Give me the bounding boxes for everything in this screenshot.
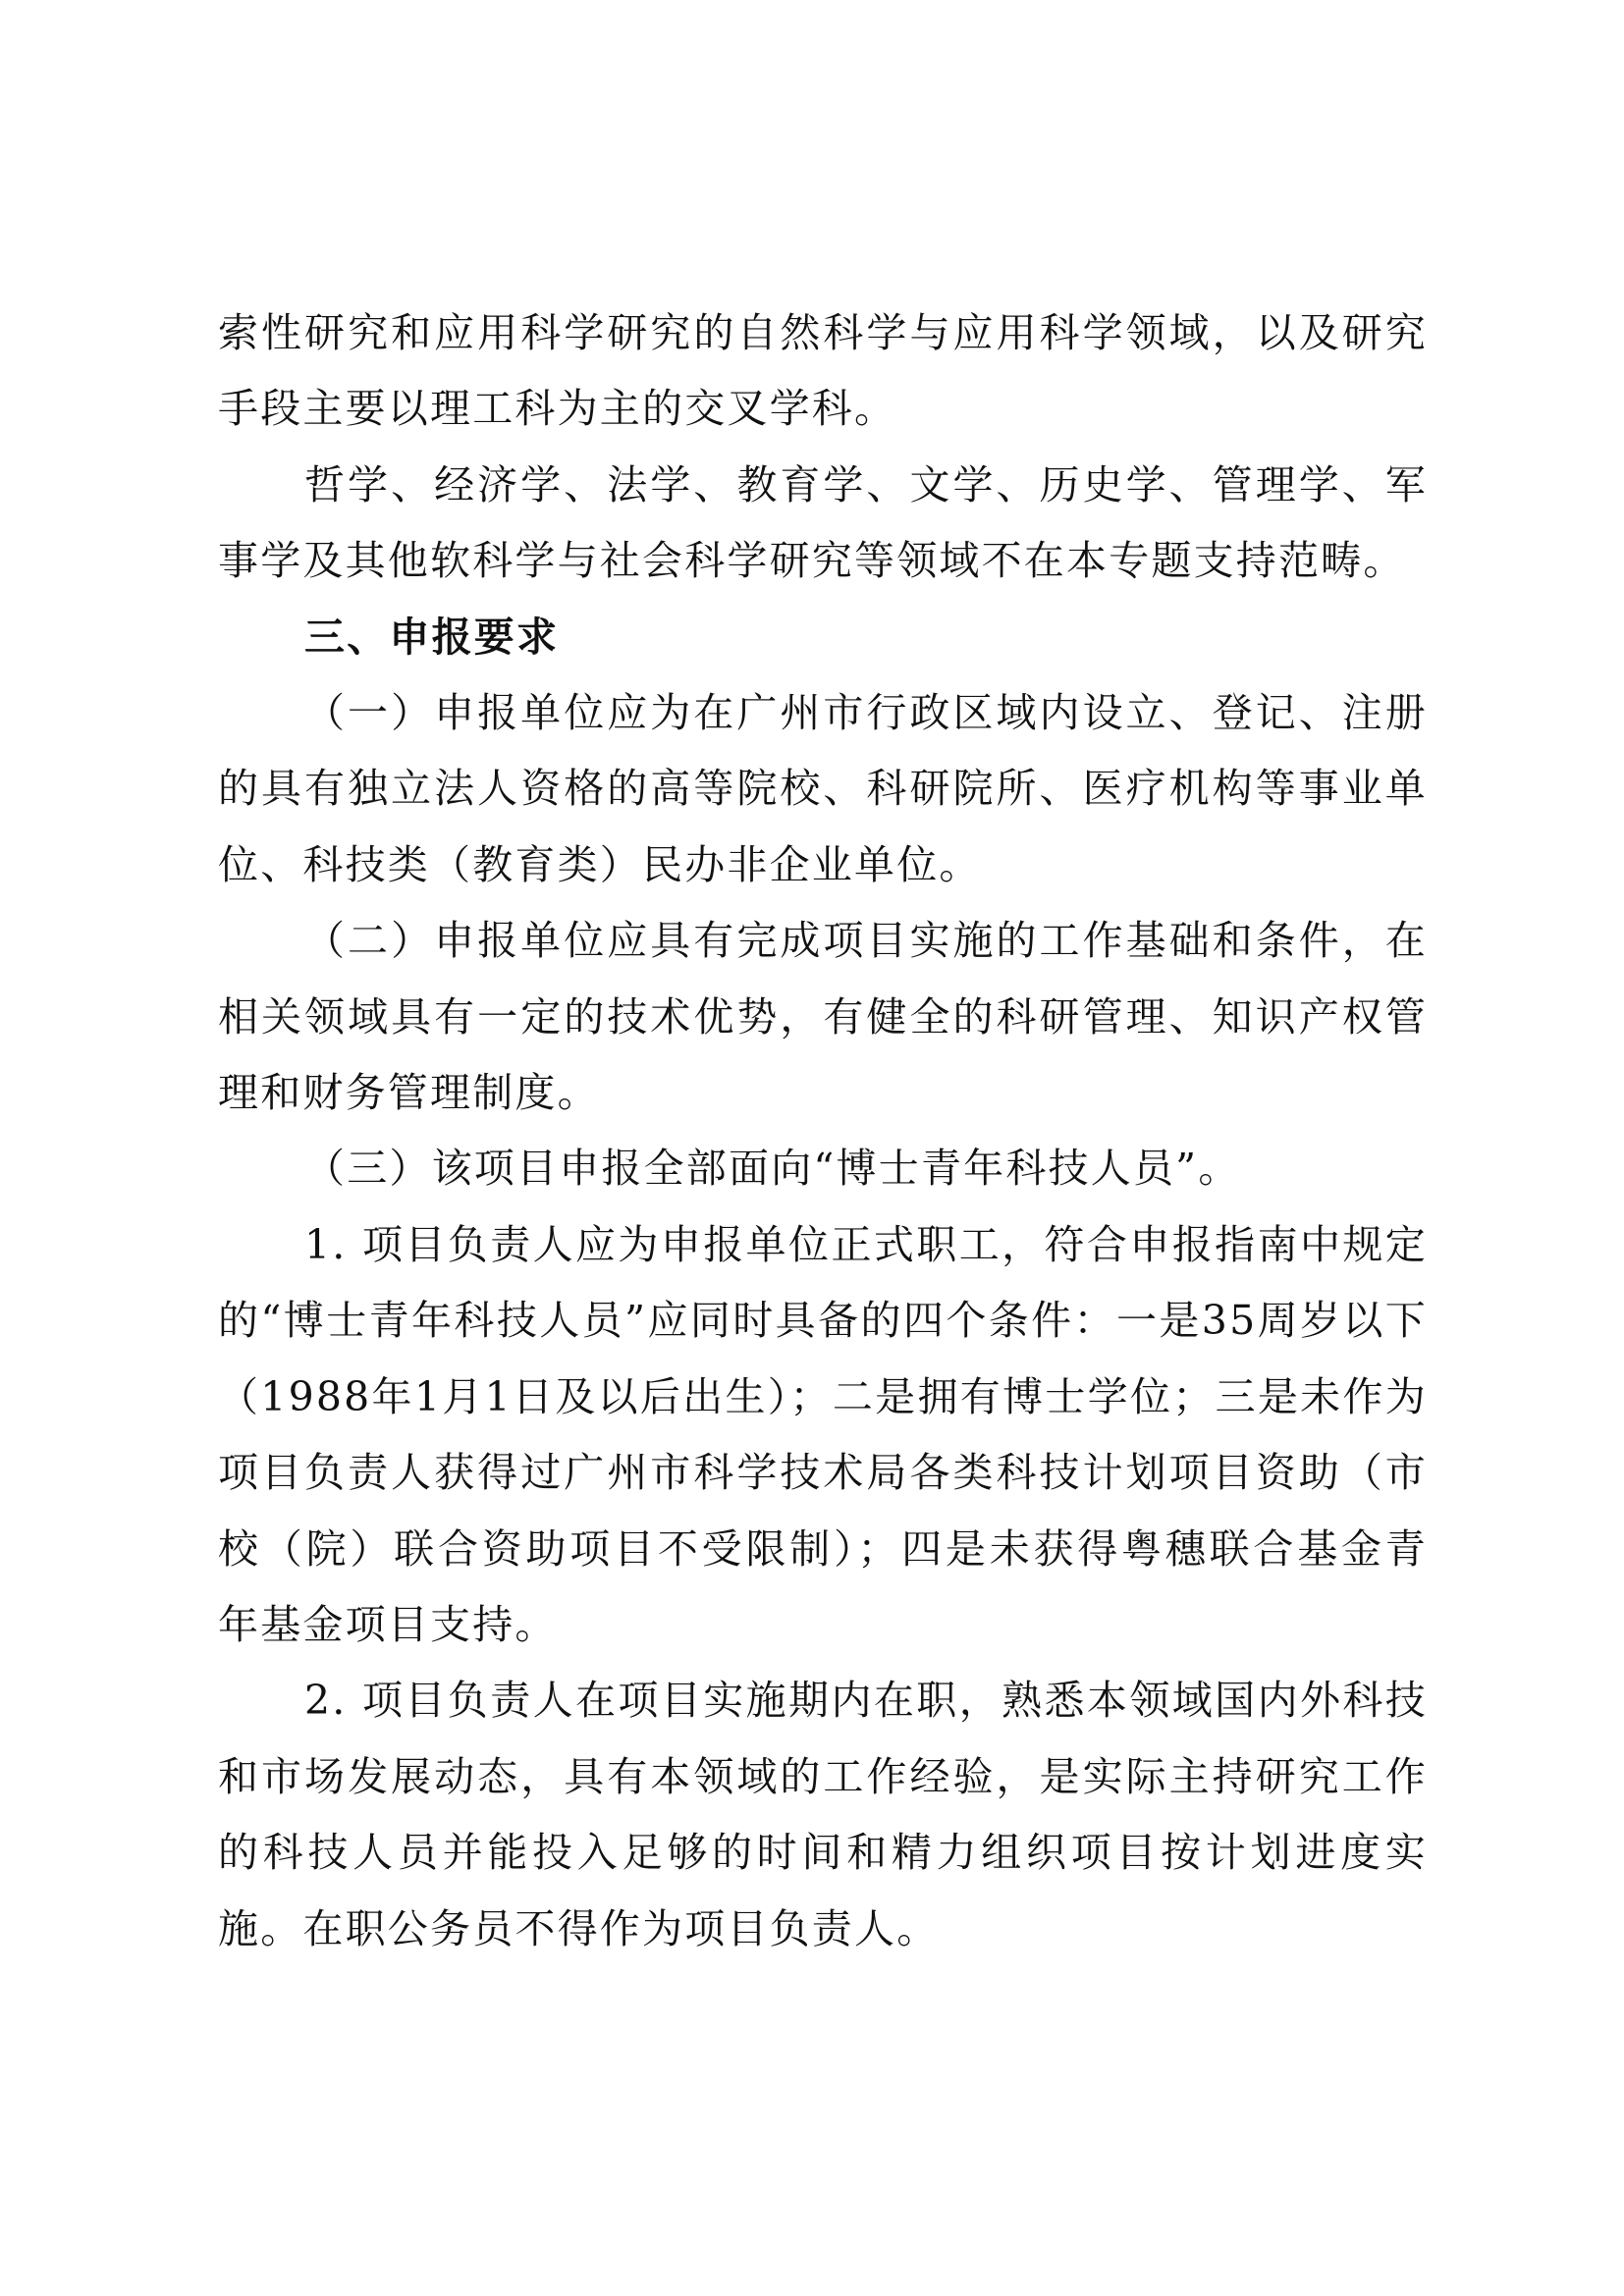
section-heading-application-requirements: 三、申报要求 [304, 613, 560, 661]
paragraph-item-2: 2. 项目负责人在项目实施期内在职，熟悉本领域国内外科技和市场发展动态，具有本领域的工作经验，是实际主持研究工作的科技人员并能投入足够的时间和精力组织项目按计划进度实施。在职公务员不得作为项目负责人。 [218, 1677, 1428, 1952]
paragraph-research-fields: 索性研究和应用科学研究的自然科学与应用科学领域，以及研究手段主要以理工科为主的交叉学科。 [218, 309, 1428, 433]
paragraph-item-1: 1. 项目负责人应为申报单位正式职工，符合申报指南中规定的“博士青年科技人员”应同时具备的四个条件：一是35周岁以下（1988年1月1日及以后出生）；二是拥有博士学位；三是未作为项目负责人获得过广州市科学技术局各类科技计划项目资助（市校（院）联合资助项目不受限制）；四是未获得粤穗联合基金青年基金项目支持。 [218, 1220, 1428, 1648]
paragraph-excluded-fields: 哲学、经济学、法学、教育学、文学、历史学、管理学、军事学及其他软科学与社会科学研究等领域不在本专题支持范畴。 [218, 460, 1428, 585]
paragraph-requirement-2: （二）申报单位应具有完成项目实施的工作基础和条件，在相关领域具有一定的技术优势，有健全的科研管理、知识产权管理和财务管理制度。 [218, 917, 1428, 1117]
paragraph-requirement-3: （三）该项目申报全部面向“博士青年科技人员”。 [304, 1145, 1241, 1193]
paragraph-requirement-1: （一）申报单位应为在广州市行政区域内设立、登记、注册的具有独立法人资格的高等院校、科研院所、医疗机构等事业单位、科技类（教育类）民办非企业单位。 [218, 689, 1428, 888]
document-body [218, 295, 1428, 1967]
